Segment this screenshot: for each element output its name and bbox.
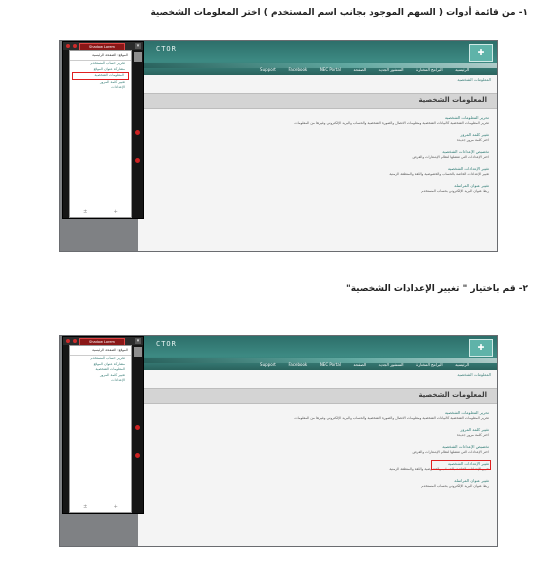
menu-header: الموقع: الصفحة الرئيسية xyxy=(70,346,131,356)
tools-menu xyxy=(69,345,132,513)
menu-item[interactable]: تغيير كلمة المرور xyxy=(99,79,125,84)
section-title[interactable]: تغيير كلمة المرور xyxy=(460,427,489,432)
section-title[interactable]: تغيير كلمة المرور xyxy=(460,132,489,137)
top-link[interactable]: المنشور الجديد xyxy=(378,362,404,367)
menu-item-personal-info[interactable]: المعلومات الشخصية xyxy=(95,367,125,371)
top-link[interactable]: البرامج المختارة xyxy=(416,362,443,367)
menu-footer xyxy=(70,209,131,215)
toggle-icon[interactable]: ± xyxy=(83,504,88,510)
user-name-pill[interactable]: Shadow Lorem xyxy=(79,338,125,346)
section-title[interactable]: تغيير عنوان المراسلة xyxy=(454,183,489,188)
section-desc: اختر الإعدادات التي تفضلها لنظام الإشعارات والعرض xyxy=(412,155,489,159)
section-desc: ربط عنوان البريد الإلكتروني بحساب المستخدم xyxy=(421,484,489,488)
menu-item[interactable]: مشاركة عنوان الموقع xyxy=(93,361,125,366)
section-address xyxy=(149,183,489,194)
menu-item[interactable]: تغيير كلمة المرور xyxy=(99,372,125,377)
window-dots xyxy=(66,44,77,48)
top-nav xyxy=(260,67,469,75)
menu-item-personal-info[interactable]: المعلومات الشخصية xyxy=(72,72,129,80)
section-desc: تحرير المعلومات الشخصية كالبيانات الشخصية ومعلومات الاتصال والصورة الشخصية والحساب والبريد الإلكتروني وغيرها من المعلومات xyxy=(294,416,489,420)
side-strip xyxy=(133,50,143,216)
main-page xyxy=(138,75,497,251)
avatar[interactable] xyxy=(134,347,142,357)
screenshot-step-1 xyxy=(59,40,498,252)
section-title[interactable]: تغيير الإعدادات الشخصية xyxy=(447,166,489,171)
menu-item[interactable]: الإعدادات xyxy=(111,378,125,382)
toolbar-panel xyxy=(62,41,144,219)
top-link[interactable]: الرئيسية xyxy=(455,362,469,367)
breadcrumb[interactable]: المعلومات الشخصية xyxy=(457,372,491,377)
menu-item[interactable]: مشاركة عنوان الموقع xyxy=(93,66,125,71)
section-change-password xyxy=(149,427,489,438)
notification-dot-icon[interactable] xyxy=(135,453,140,458)
menu-footer xyxy=(70,504,131,510)
top-link[interactable]: الصفحة xyxy=(353,67,367,72)
section-desc: اختر كلمة مرور جديدة xyxy=(456,433,489,437)
settings-sections xyxy=(149,410,489,495)
menu-header: الموقع: الصفحة الرئيسية xyxy=(70,51,131,61)
page-heading-bar xyxy=(138,93,497,109)
page-title: المعلومات الشخصية xyxy=(418,96,487,104)
notification-dot-icon[interactable] xyxy=(135,158,140,163)
menu-item[interactable]: تحرير حساب المستخدم xyxy=(90,356,125,360)
page-title: المعلومات الشخصية xyxy=(418,391,487,399)
toolbar-top xyxy=(63,337,143,345)
section-edit-info xyxy=(149,410,489,421)
top-link[interactable]: Facebook xyxy=(288,362,308,367)
menu-item[interactable]: تحرير حساب المستخدم xyxy=(90,61,125,65)
section-edit-info xyxy=(149,115,489,126)
top-link[interactable]: الصفحة xyxy=(353,362,367,367)
page-heading-bar xyxy=(138,388,497,404)
notification-dot-icon[interactable] xyxy=(135,425,140,430)
add-icon[interactable]: + xyxy=(113,504,118,510)
site-logo-icon[interactable]: ✚ xyxy=(469,339,493,357)
screenshot-step-2 xyxy=(59,335,498,547)
section-change-password xyxy=(149,132,489,143)
section-desc: ربط عنوان البريد الإلكتروني بحساب المستخدم xyxy=(421,189,489,193)
notification-dot-icon[interactable] xyxy=(135,130,140,135)
top-link[interactable]: البرامج المختارة xyxy=(416,67,443,72)
top-link[interactable]: Support xyxy=(260,362,276,367)
add-icon[interactable]: + xyxy=(113,209,118,215)
user-name-pill[interactable]: Shadow Lorem xyxy=(79,43,125,51)
section-title-highlighted[interactable]: تغيير الإعدادات الشخصية xyxy=(447,461,489,466)
top-link[interactable]: المنشور الجديد xyxy=(378,67,404,72)
section-title[interactable]: تخصيص الإعدادات الشخصية xyxy=(442,444,489,449)
top-link[interactable]: NEC Portal xyxy=(319,362,341,367)
toggle-icon[interactable]: ± xyxy=(83,209,88,215)
avatar[interactable] xyxy=(134,52,142,62)
dropdown-arrow-icon[interactable]: ▾ xyxy=(136,338,140,344)
brand-text: CTOR xyxy=(156,45,177,53)
toolbar-panel xyxy=(62,336,144,514)
breadcrumb[interactable]: المعلومات الشخصية xyxy=(457,77,491,82)
settings-sections xyxy=(149,115,489,200)
side-strip xyxy=(133,345,143,511)
section-title[interactable]: تغيير عنوان المراسلة xyxy=(454,478,489,483)
section-desc: اختر كلمة مرور جديدة xyxy=(456,138,489,142)
tools-menu xyxy=(69,50,132,218)
top-link[interactable]: Facebook xyxy=(288,67,308,72)
dropdown-arrow-icon[interactable]: ▾ xyxy=(136,43,140,49)
section-title[interactable]: تحرير المعلومات الشخصية xyxy=(444,410,489,415)
section-desc: تغيير الإعدادات الخاصة بالحساب والخصوصية واللغة والمنطقة الزمنية xyxy=(389,467,489,471)
step-2-caption: ٢- قم باختيار " تغيير الإعدادات الشخصية" xyxy=(346,284,528,294)
site-logo-icon[interactable]: ✚ xyxy=(469,44,493,62)
brand-text: CTOR xyxy=(156,340,177,348)
section-customize xyxy=(149,149,489,160)
section-address xyxy=(149,478,489,489)
top-link[interactable]: Support xyxy=(260,67,276,72)
section-title[interactable]: تخصيص الإعدادات الشخصية xyxy=(442,149,489,154)
main-page xyxy=(138,370,497,546)
highlight-box xyxy=(431,460,491,470)
section-desc: اختر الإعدادات التي تفضلها لنظام الإشعارات والعرض xyxy=(412,450,489,454)
window-dots xyxy=(66,339,77,343)
top-nav xyxy=(260,362,469,370)
section-change-settings xyxy=(149,166,489,177)
top-link[interactable]: الرئيسية xyxy=(455,67,469,72)
section-change-settings xyxy=(149,461,489,472)
top-link[interactable]: NEC Portal xyxy=(319,67,341,72)
section-desc: تحرير المعلومات الشخصية كالبيانات الشخصية ومعلومات الاتصال والصورة الشخصية والحساب والبريد الإلكتروني وغيرها من المعلومات xyxy=(294,121,489,125)
section-title[interactable]: تحرير المعلومات الشخصية xyxy=(444,115,489,120)
section-desc: تغيير الإعدادات الخاصة بالحساب والخصوصية واللغة والمنطقة الزمنية xyxy=(389,172,489,176)
section-customize xyxy=(149,444,489,455)
step-1-caption: ١- من قائمة أدوات ( السهم الموجود بجانب اسم المستخدم ) اختر المعلومات الشخصية xyxy=(150,8,528,18)
toolbar-top xyxy=(63,42,143,50)
menu-item[interactable]: الإعدادات xyxy=(111,85,125,89)
